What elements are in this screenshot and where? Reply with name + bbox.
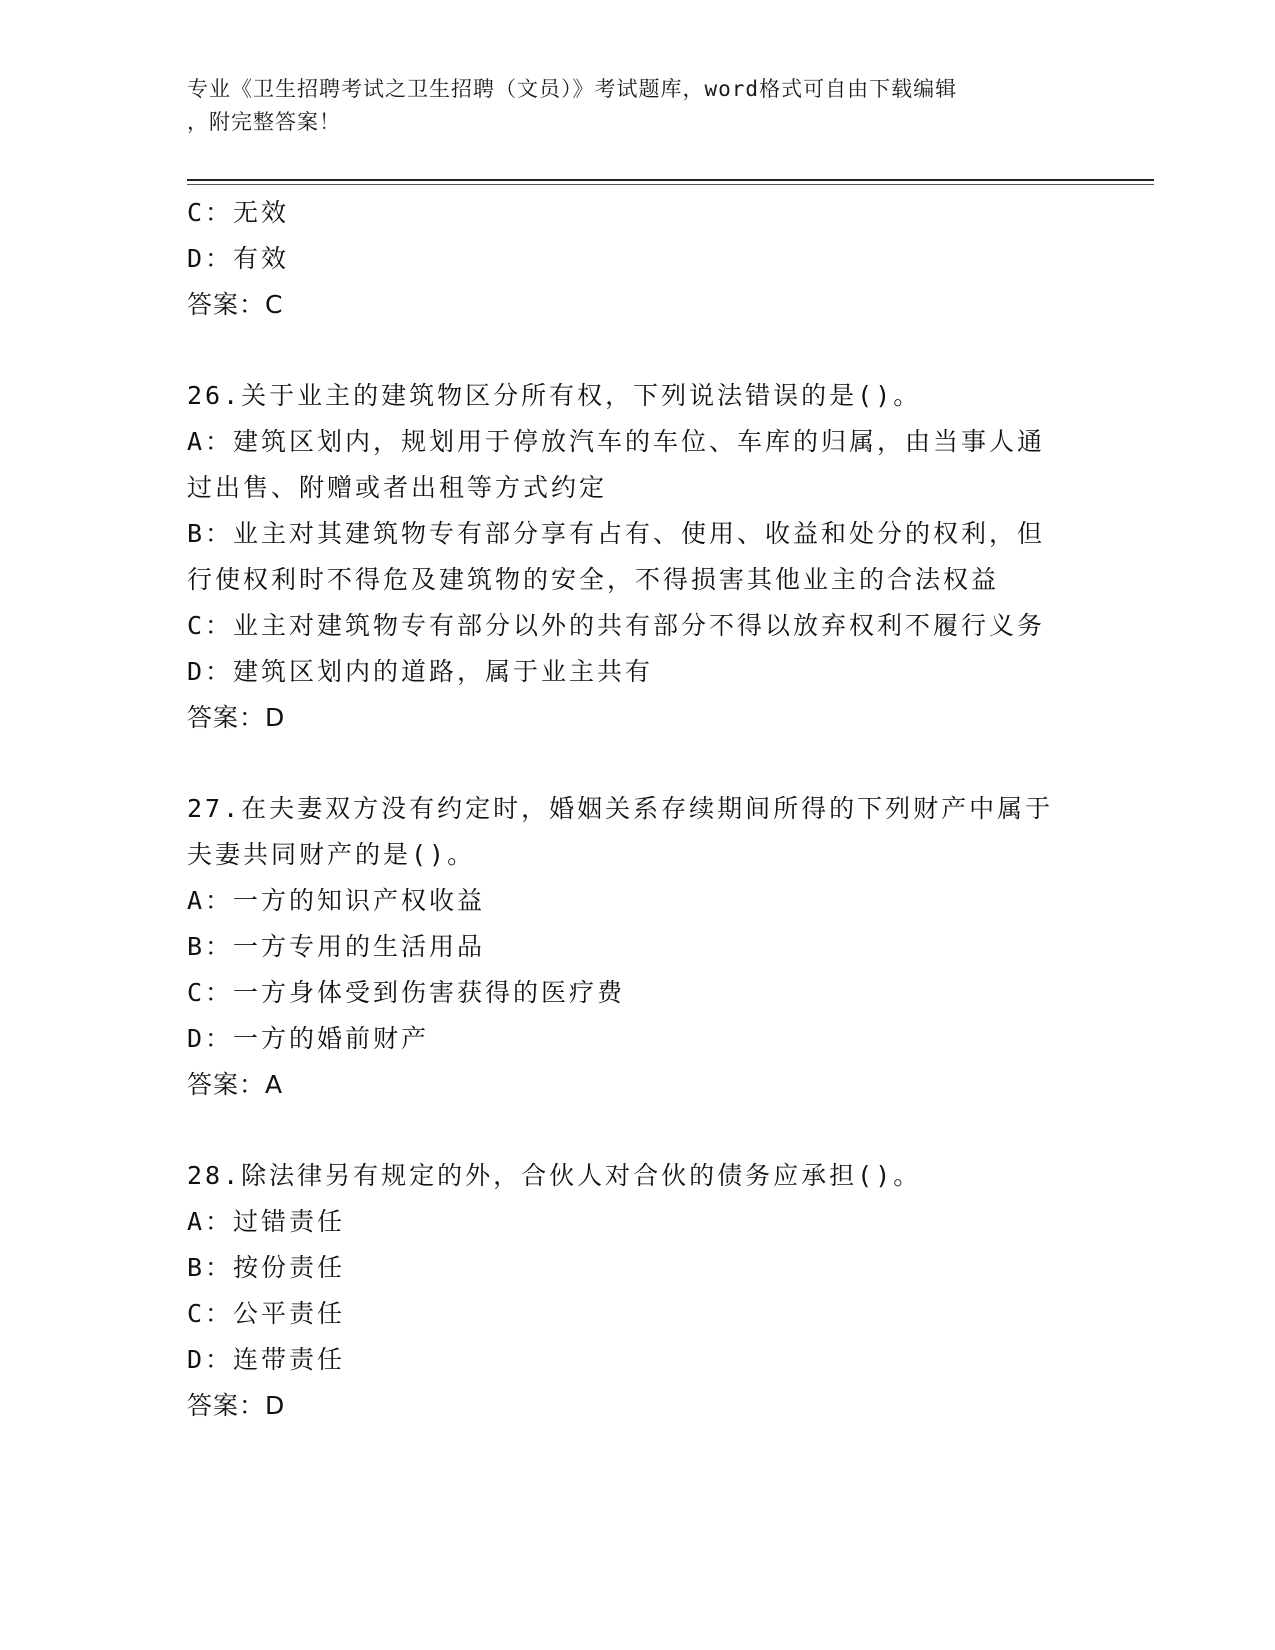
answer-line: 答案：A [187, 1070, 284, 1099]
option-c: C：一方身体受到伤害获得的医疗费 [187, 978, 626, 1007]
header-divider-thick [187, 179, 1154, 181]
question-stem: 28.除法律另有规定的外，合伙人对合伙的债务应承担()。 [187, 1161, 922, 1190]
option-d: D：一方的婚前财产 [187, 1024, 430, 1053]
question-spacer [187, 1108, 1087, 1153]
header-title-line-2: ，附完整答案！ [187, 110, 341, 134]
answer-line: 答案：D [187, 1391, 286, 1420]
answer-line: 答案：C [187, 290, 284, 319]
option-c: C：业主对建筑物专有部分以外的共有部分不得以放弃权利不履行义务 [187, 611, 1046, 640]
question-26 [187, 373, 1087, 741]
option-b-line-1: B：业主对其建筑物专有部分享有占有、使用、收益和处分的权利，但 [187, 519, 1046, 548]
option-b: B：按份责任 [187, 1253, 346, 1282]
question-spacer [187, 328, 1087, 373]
option-a: A：过错责任 [187, 1207, 346, 1236]
question-27 [187, 786, 1087, 1108]
option-b: B：一方专用的生活用品 [187, 932, 486, 961]
option-d: D：连带责任 [187, 1345, 346, 1374]
header-title-line-1: 专业《卫生招聘考试之卫生招聘（文员）》考试题库，word格式可自由下载编辑 [187, 77, 958, 101]
partial-question-25 [187, 190, 1087, 328]
question-content [187, 190, 1087, 1429]
option-c: C：公平责任 [187, 1299, 346, 1328]
question-spacer [187, 741, 1087, 786]
document-header [187, 73, 1077, 139]
option-d: D：有效 [187, 244, 290, 273]
question-stem-line-2: 夫妻共同财产的是()。 [187, 840, 476, 869]
option-b-line-2: 行使权利时不得危及建筑物的安全，不得损害其他业主的合法权益 [187, 565, 1000, 594]
header-divider-thin [187, 184, 1154, 185]
option-a-line-1: A：建筑区划内，规划用于停放汽车的车位、车库的归属，由当事人通 [187, 427, 1046, 456]
answer-line: 答案：D [187, 703, 286, 732]
option-a-line-2: 过出售、附赠或者出租等方式约定 [187, 473, 608, 502]
question-28 [187, 1153, 1087, 1429]
question-stem-line-1: 27.在夫妻双方没有约定时，婚姻关系存续期间所得的下列财产中属于 [187, 794, 1054, 823]
option-d: D：建筑区划内的道路，属于业主共有 [187, 657, 654, 686]
option-a: A：一方的知识产权收益 [187, 886, 486, 915]
option-c: C：无效 [187, 198, 290, 227]
question-stem: 26.关于业主的建筑物区分所有权，下列说法错误的是()。 [187, 381, 922, 410]
